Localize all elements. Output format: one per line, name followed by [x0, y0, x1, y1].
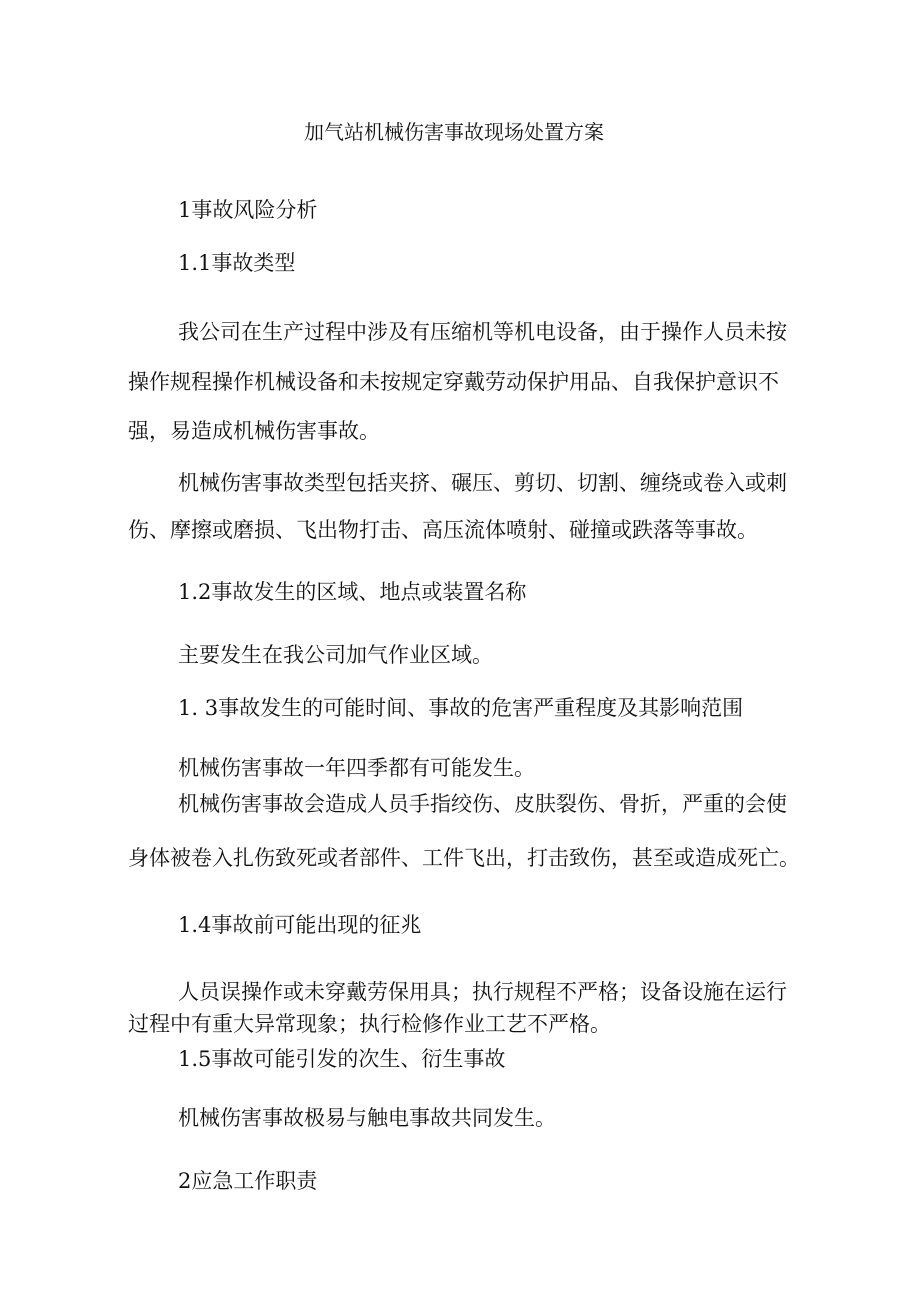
paragraph-line: 伤、摩擦或磨损、飞出物打击、高压流体喷射、碰撞或跌落等事故。: [128, 518, 758, 542]
paragraph-line: 机械伤害事故会造成人员手指绞伤、皮肤裂伤、骨折，严重的会使: [178, 792, 787, 816]
paragraph-line: 我公司在生产过程中涉及有压缩机等机电设备，由于操作人员未按: [178, 320, 787, 344]
heading-1-3: 1. 3事故发生的可能时间、事故的危害严重程度及其影响范围: [178, 696, 744, 720]
paragraph-line: 机械伤害事故一年四季都有可能发生。: [178, 756, 535, 780]
heading-1-2: 1.2事故发生的区域、地点或装置名称: [178, 580, 527, 604]
paragraph-line: 过程中有重大异常现象；执行检修作业工艺不严格。: [128, 1012, 611, 1036]
paragraph-line: 机械伤害事故类型包括夹挤、碾压、剪切、切割、缠绕或卷入或刺: [178, 471, 787, 495]
paragraph-line: 人员误操作或未穿戴劳保用具；执行规程不严格；设备设施在运行: [178, 980, 787, 1004]
paragraph-line: 主要发生在我公司加气作业区域。: [178, 643, 493, 667]
paragraph-line: 机械伤害事故极易与触电事故共同发生。: [178, 1106, 556, 1130]
heading-1-4: 1.4事故前可能出现的征兆: [178, 913, 422, 937]
heading-2: 2应急工作职责: [178, 1169, 318, 1193]
paragraph-line: 操作规程操作机械设备和未按规定穿戴劳动保护用品、自我保护意识不: [128, 370, 779, 394]
page-title: 加气站机械伤害事故现场处置方案: [304, 120, 604, 144]
heading-1-5: 1.5事故可能引发的次生、衍生事故: [178, 1047, 506, 1071]
paragraph-line: 强，易造成机械伤害事故。: [128, 419, 380, 443]
heading-1-1: 1.1事故类型: [178, 251, 296, 275]
heading-1: 1事故风险分析: [178, 198, 318, 222]
paragraph-line: 身体被卷入扎伤致死或者部件、工件飞出，打击致伤，甚至或造成死亡。: [128, 846, 800, 870]
